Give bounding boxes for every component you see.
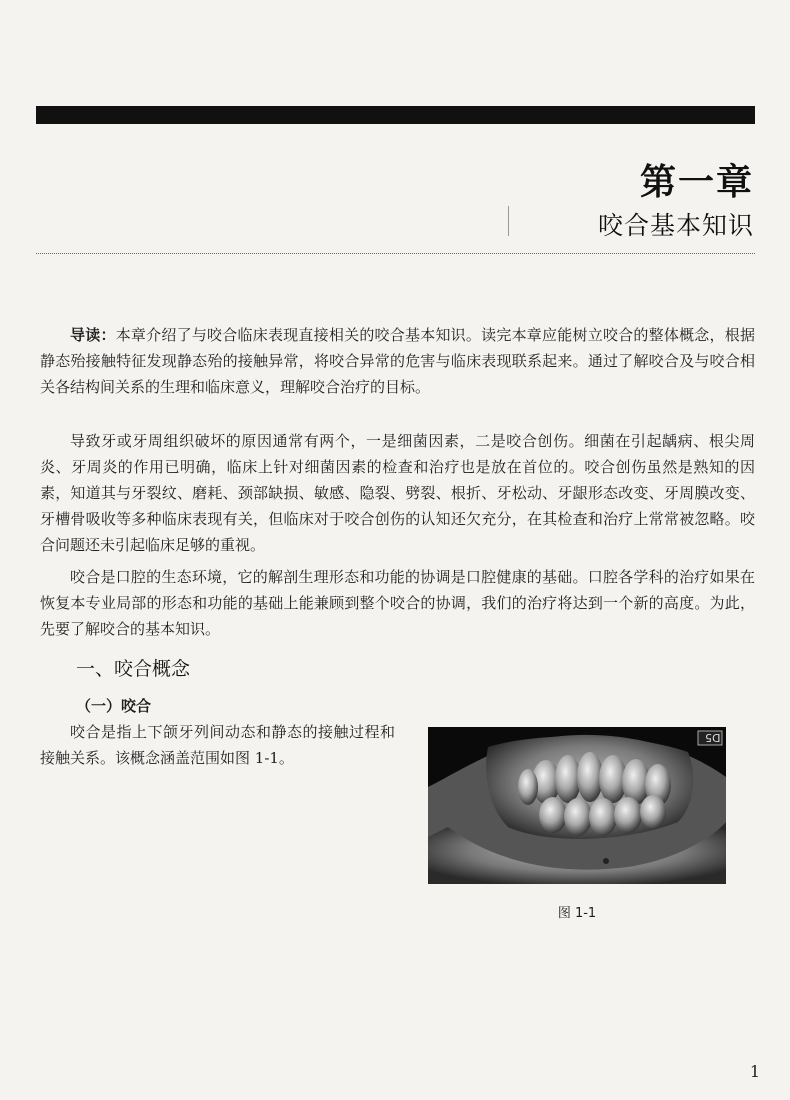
figure-caption: 图 1-1 (557, 906, 597, 921)
chapter-number: 第一章 (639, 162, 754, 203)
body-paragraph-2: 咬合是口腔的生态环境，它的解剖生理形态和功能的协调是口腔健康的基础。口腔各学科的治疗如果在恢复本专业局部的形态和功能的基础上能兼顾到整个咬合的协调，我们的治疗将达到一个新的高度。为此，先要了解咬合的基本知识。 (40, 568, 755, 638)
title-divider-line (508, 206, 509, 236)
definition-paragraph: 咬合是指上下颌牙列间动态和静态的接触过程和接触关系。该概念涵盖范围如图 1-1。 (40, 723, 395, 767)
intro-label: 导读： (70, 326, 116, 344)
body-paragraph-1: 导致牙或牙周组织破坏的原因通常有两个，一是细菌因素，二是咬合创伤。细菌在引起龋病、根尖周炎、牙周炎的作用已明确，临床上针对细菌因素的检查和治疗也是放在首位的。咬合创伤虽然是熟知的因素，知道其与牙裂纹、磨耗、颈部缺损、敏感、隐裂、劈裂、根折、牙松动、牙龈形态改变、牙周膜改变、牙槽骨吸收等多种临床表现有关，但临床对于咬合创伤的认知还欠充分，在其检查和治疗上常常被忽略。咬合问题还未引起临床足够的重视。 (40, 432, 755, 554)
page-number: 1 (749, 1062, 760, 1081)
section-heading: 一、咬合概念 (76, 658, 191, 680)
chapter-header-bar (36, 106, 755, 124)
intro-text: 本章介绍了与咬合临床表现直接相关的咬合基本知识。读完本章应能树立咬合的整体概念，根据静态殆接触特征发现静态殆的接触异常，将咬合异常的危害与临床表现联系起来。通过了解咬合及与咬合相关各结构间关系的生理和临床意义，理解咬合治疗的目标。 (40, 326, 755, 396)
title-dotted-rule (36, 253, 755, 254)
dental-3d-scan-image (428, 727, 726, 884)
chapter-title: 咬合基本知识 (597, 211, 754, 240)
figure-overlay-label: D5 (704, 731, 720, 744)
intro-paragraph (40, 322, 755, 400)
subsection-heading: （一）咬合 (76, 697, 152, 715)
